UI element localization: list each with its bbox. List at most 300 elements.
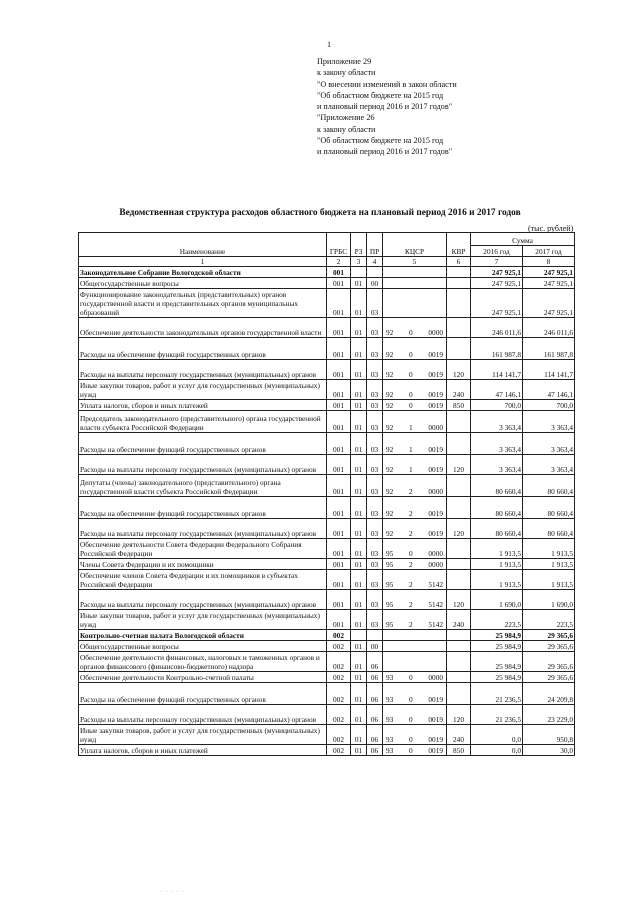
kcsr-part: 0019: [428, 746, 443, 755]
row-pr: 03: [367, 318, 383, 338]
row-kcsr: [383, 360, 447, 380]
row-sum-2016: 223,5: [471, 610, 523, 630]
row-sum-2016: 21 236,5: [471, 705, 523, 725]
row-kvr: [447, 672, 471, 683]
row-sum-2017: 247 925,1: [523, 278, 575, 289]
kcsr-part: 0: [409, 401, 413, 410]
row-grbs: 002: [327, 630, 351, 641]
table-row: [79, 630, 575, 641]
table-row: [79, 590, 575, 610]
kcsr-part: 0000: [428, 673, 443, 682]
kcsr-part: 0: [409, 390, 413, 399]
row-name: Расходы на обеспечение функций государственных органов: [79, 433, 327, 455]
table-row: [79, 400, 575, 411]
row-sum-2016: 247 925,1: [471, 267, 523, 278]
col-number: 4: [367, 257, 383, 267]
row-sum-2017: 223,5: [523, 610, 575, 630]
row-pr: 03: [367, 610, 383, 630]
table-row: [79, 267, 575, 278]
row-kcsr: [383, 610, 447, 630]
kcsr-part: 95: [386, 620, 394, 629]
row-sum-2017: 80 660,4: [523, 497, 575, 519]
table-row: [79, 380, 575, 400]
table-row: [79, 289, 575, 318]
kcsr-part: 92: [386, 445, 394, 454]
row-grbs: 002: [327, 725, 351, 745]
row-grbs: 001: [327, 539, 351, 559]
kcsr-part: 92: [386, 350, 394, 359]
kcsr-part: 92: [386, 465, 394, 474]
table-row: [79, 278, 575, 289]
row-kcsr: [383, 630, 447, 641]
kcsr-part: 95: [386, 600, 394, 609]
row-name: Члены Совета Федерации и их помощники: [79, 559, 327, 570]
row-grbs: 001: [327, 475, 351, 497]
row-grbs: 001: [327, 289, 351, 318]
row-pr: 06: [367, 672, 383, 683]
row-sum-2016: 161 987,8: [471, 338, 523, 360]
row-name: Функционирование законодательных (представительных) органов государственной власти и представительных органов муниципальных образований: [79, 289, 327, 318]
row-sum-2017: 29 365,6: [523, 652, 575, 672]
kcsr-part: 5142: [428, 620, 443, 629]
row-grbs: 001: [327, 318, 351, 338]
row-kcsr: [383, 318, 447, 338]
row-pr: 03: [367, 497, 383, 519]
row-sum-2017: 950,8: [523, 725, 575, 745]
row-name: Расходы на выплаты персоналу государственных (муниципальных) органов: [79, 705, 327, 725]
row-kcsr: [383, 455, 447, 475]
row-sum-2016: 1 913,5: [471, 570, 523, 590]
row-kvr: [447, 559, 471, 570]
kcsr-part: 2: [409, 580, 413, 589]
table-row: [79, 519, 575, 539]
row-rz: 01: [351, 497, 367, 519]
kcsr-part: 0: [409, 370, 413, 379]
row-name: Иные закупки товаров, работ и услуг для государственных (муниципальных) нужд: [79, 610, 327, 630]
table-row: [79, 559, 575, 570]
row-kcsr: [383, 539, 447, 559]
row-kcsr: [383, 705, 447, 725]
row-kvr: [447, 641, 471, 652]
row-sum-2016: 25 984,9: [471, 672, 523, 683]
kcsr-part: 0000: [428, 328, 443, 337]
col-number: 8: [523, 257, 575, 267]
table-row: [79, 641, 575, 652]
kcsr-part: 0: [409, 735, 413, 744]
row-sum-2017: 1 913,5: [523, 559, 575, 570]
row-kvr: [447, 289, 471, 318]
annex-line: и плановый период 2016 и 2017 годов": [317, 147, 453, 157]
row-pr: 03: [367, 380, 383, 400]
kcsr-part: 0: [409, 673, 413, 682]
row-kcsr: [383, 475, 447, 497]
col-number: 2: [327, 257, 351, 267]
row-sum-2017: 700,0: [523, 400, 575, 411]
row-name: Уплата налогов, сборов и иных платежей: [79, 745, 327, 756]
kcsr-part: 2: [409, 600, 413, 609]
row-pr: 03: [367, 539, 383, 559]
row-grbs: 001: [327, 570, 351, 590]
kcsr-part: 93: [386, 735, 394, 744]
annex-line: к закону области: [317, 68, 376, 78]
row-name: Общегосударственные вопросы: [79, 278, 327, 289]
row-name: Законодательное Собрание Вологодской области: [79, 267, 327, 278]
table-row: [79, 433, 575, 455]
row-kvr: [447, 683, 471, 705]
kcsr-part: 0019: [428, 465, 443, 474]
kcsr-part: 93: [386, 746, 394, 755]
row-pr: 03: [367, 590, 383, 610]
kcsr-part: 92: [386, 370, 394, 379]
row-kvr: 240: [447, 610, 471, 630]
row-pr: 03: [367, 411, 383, 433]
kcsr-part: 92: [386, 529, 394, 538]
row-name: Расходы на обеспечение функций государственных органов: [79, 683, 327, 705]
table-row: [79, 745, 575, 756]
row-rz: 01: [351, 475, 367, 497]
table-row: [79, 360, 575, 380]
row-rz: 01: [351, 338, 367, 360]
row-grbs: 001: [327, 267, 351, 278]
kcsr-part: 0019: [428, 695, 443, 704]
row-grbs: 001: [327, 455, 351, 475]
kcsr-part: 92: [386, 509, 394, 518]
table-row: [79, 672, 575, 683]
row-sum-2017: 161 987,8: [523, 338, 575, 360]
kcsr-part: 0019: [428, 529, 443, 538]
row-pr: 03: [367, 289, 383, 318]
row-rz: 01: [351, 559, 367, 570]
kcsr-part: 0000: [428, 487, 443, 496]
row-sum-2017: 29 365,6: [523, 641, 575, 652]
row-sum-2017: 23 229,0: [523, 705, 575, 725]
row-sum-2016: 3 363,4: [471, 455, 523, 475]
table-row: [79, 652, 575, 672]
kcsr-part: 92: [386, 390, 394, 399]
document-title: Ведомственная структура расходов областного бюджета на плановый период 2016 и 2017 годов: [119, 208, 521, 218]
row-grbs: 001: [327, 433, 351, 455]
row-name: Депутаты (члены) законодательного (представительного) органа государственной власти субъекта Российской Федерации: [79, 475, 327, 497]
col-number: 3: [351, 257, 367, 267]
row-sum-2016: 247 925,1: [471, 278, 523, 289]
kcsr-part: 0019: [428, 401, 443, 410]
row-grbs: 001: [327, 519, 351, 539]
row-sum-2017: 3 363,4: [523, 411, 575, 433]
row-pr: 06: [367, 745, 383, 756]
table-body: [79, 267, 575, 756]
row-kcsr: [383, 745, 447, 756]
row-kvr: [447, 338, 471, 360]
row-kvr: [447, 278, 471, 289]
kcsr-part: 2: [409, 560, 413, 569]
row-sum-2016: 247 925,1: [471, 289, 523, 318]
scan-mark: · · · · ·: [160, 889, 185, 895]
row-pr: 03: [367, 559, 383, 570]
row-grbs: 002: [327, 745, 351, 756]
row-name: Уплата налогов, сборов и иных платежей: [79, 400, 327, 411]
row-kvr: 120: [447, 360, 471, 380]
row-kvr: [447, 652, 471, 672]
row-sum-2016: 25 984,9: [471, 652, 523, 672]
row-rz: 01: [351, 380, 367, 400]
header-year-2016: 2016 год: [471, 246, 523, 257]
row-kvr: [447, 267, 471, 278]
row-grbs: 001: [327, 559, 351, 570]
row-kvr: 240: [447, 725, 471, 745]
row-rz: 01: [351, 610, 367, 630]
kcsr-part: 1: [409, 423, 413, 432]
row-kvr: [447, 630, 471, 641]
table-row: [79, 318, 575, 338]
annex-line: и плановый период 2016 и 2017 годов": [317, 102, 453, 112]
kcsr-part: 0: [409, 746, 413, 755]
annex-block: [317, 56, 457, 158]
row-rz: 01: [351, 455, 367, 475]
row-sum-2017: 114 141,7: [523, 360, 575, 380]
row-sum-2016: 80 660,4: [471, 519, 523, 539]
row-sum-2016: 21 236,5: [471, 683, 523, 705]
row-pr: 03: [367, 360, 383, 380]
row-name: Расходы на выплаты персоналу государственных (муниципальных) органов: [79, 590, 327, 610]
kcsr-part: 0019: [428, 735, 443, 744]
header-rz: РЗ: [351, 233, 367, 257]
row-rz: 01: [351, 745, 367, 756]
kcsr-part: 92: [386, 401, 394, 410]
kcsr-part: 95: [386, 580, 394, 589]
kcsr-part: 95: [386, 560, 394, 569]
row-sum-2016: 3 363,4: [471, 411, 523, 433]
row-name: Обеспечение деятельности финансовых, налоговых и таможенных органов и органов финансового (финансово-бюджетного) надзора: [79, 652, 327, 672]
units-label: (тыс. рублей): [528, 224, 574, 233]
row-pr: 03: [367, 433, 383, 455]
kcsr-part: 0019: [428, 715, 443, 724]
row-sum-2017: 3 363,4: [523, 433, 575, 455]
table-row: [79, 570, 575, 590]
row-pr: 06: [367, 705, 383, 725]
kcsr-part: 95: [386, 549, 394, 558]
kcsr-part: 1: [409, 465, 413, 474]
row-pr: 00: [367, 641, 383, 652]
row-sum-2016: 0,0: [471, 745, 523, 756]
col-number: 5: [383, 257, 447, 267]
row-kcsr: [383, 380, 447, 400]
table-row: [79, 338, 575, 360]
row-sum-2016: 25 984,9: [471, 641, 523, 652]
row-sum-2016: 1 690,0: [471, 590, 523, 610]
row-sum-2017: 80 660,4: [523, 475, 575, 497]
col-number: 6: [447, 257, 471, 267]
kcsr-part: 0: [409, 350, 413, 359]
row-kvr: [447, 475, 471, 497]
row-sum-2016: 114 141,7: [471, 360, 523, 380]
row-kvr: [447, 318, 471, 338]
kcsr-part: 92: [386, 328, 394, 337]
row-sum-2017: 30,0: [523, 745, 575, 756]
row-name: Расходы на выплаты персоналу государственных (муниципальных) органов: [79, 455, 327, 475]
table-row: [79, 455, 575, 475]
row-sum-2017: 47 146,1: [523, 380, 575, 400]
row-rz: 01: [351, 318, 367, 338]
table-row: [79, 539, 575, 559]
page-number: 1: [327, 40, 331, 49]
kcsr-part: 0019: [428, 370, 443, 379]
row-kvr: 240: [447, 380, 471, 400]
row-kcsr: [383, 683, 447, 705]
kcsr-part: 93: [386, 715, 394, 724]
kcsr-part: 0019: [428, 350, 443, 359]
row-sum-2016: 700,0: [471, 400, 523, 411]
row-kcsr: [383, 519, 447, 539]
kcsr-part: 0000: [428, 549, 443, 558]
row-sum-2017: 29 365,6: [523, 672, 575, 683]
row-kvr: 120: [447, 590, 471, 610]
row-grbs: 001: [327, 610, 351, 630]
annex-line: "О внесении изменений в закон области: [317, 79, 457, 89]
row-grbs: 001: [327, 411, 351, 433]
row-grbs: 001: [327, 590, 351, 610]
row-kcsr: [383, 433, 447, 455]
row-kvr: [447, 570, 471, 590]
row-sum-2017: 246 011,6: [523, 318, 575, 338]
row-sum-2017: 1 913,5: [523, 570, 575, 590]
row-rz: 01: [351, 705, 367, 725]
row-grbs: 001: [327, 338, 351, 360]
row-rz: 01: [351, 278, 367, 289]
kcsr-part: 0019: [428, 390, 443, 399]
kcsr-part: 5142: [428, 600, 443, 609]
kcsr-part: 0: [409, 328, 413, 337]
row-sum-2017: 247 925,1: [523, 267, 575, 278]
row-name: Обеспечение деятельности Контрольно-счетной палаты: [79, 672, 327, 683]
kcsr-part: 0019: [428, 509, 443, 518]
row-sum-2016: 47 146,1: [471, 380, 523, 400]
row-kcsr: [383, 267, 447, 278]
row-sum-2016: 1 913,5: [471, 559, 523, 570]
row-sum-2016: 246 011,6: [471, 318, 523, 338]
row-grbs: 002: [327, 672, 351, 683]
table-row: [79, 475, 575, 497]
kcsr-part: 2: [409, 487, 413, 496]
row-rz: 01: [351, 652, 367, 672]
row-rz: 01: [351, 400, 367, 411]
table-row: [79, 705, 575, 725]
row-name: Иные закупки товаров, работ и услуг для государственных (муниципальных) нужд: [79, 725, 327, 745]
annex-line: "Об областном бюджете на 2015 год: [317, 136, 444, 146]
row-name: Расходы на обеспечение функций государственных органов: [79, 338, 327, 360]
row-grbs: 002: [327, 652, 351, 672]
row-sum-2017: 1 690,0: [523, 590, 575, 610]
row-name: Контрольно-счетная палата Вологодской области: [79, 630, 327, 641]
row-kvr: [447, 497, 471, 519]
row-kvr: 120: [447, 455, 471, 475]
kcsr-part: 1: [409, 445, 413, 454]
row-kcsr: [383, 641, 447, 652]
kcsr-part: 92: [386, 487, 394, 496]
row-grbs: 002: [327, 683, 351, 705]
header-sum: Сумма: [471, 233, 575, 246]
kcsr-part: 92: [386, 423, 394, 432]
row-rz: 01: [351, 289, 367, 318]
row-rz: 01: [351, 570, 367, 590]
annex-line: Приложение 29: [317, 57, 372, 66]
row-name: Расходы на выплаты персоналу государственных (муниципальных) органов: [79, 519, 327, 539]
kcsr-part: 5142: [428, 580, 443, 589]
row-pr: 03: [367, 519, 383, 539]
row-kvr: 850: [447, 745, 471, 756]
row-rz: 01: [351, 683, 367, 705]
row-kcsr: [383, 497, 447, 519]
row-name: Иные закупки товаров, работ и услуг для государственных (муниципальных) нужд: [79, 380, 327, 400]
row-rz: 01: [351, 519, 367, 539]
kcsr-part: 2: [409, 529, 413, 538]
row-kcsr: [383, 590, 447, 610]
kcsr-part: 0019: [428, 445, 443, 454]
row-sum-2016: 25 984,9: [471, 630, 523, 641]
kcsr-part: 2: [409, 620, 413, 629]
row-name: Расходы на обеспечение функций государственных органов: [79, 497, 327, 519]
row-rz: 01: [351, 360, 367, 380]
header-pr: ПР: [367, 233, 383, 257]
row-grbs: 001: [327, 380, 351, 400]
col-number: 7: [471, 257, 523, 267]
table-row: [79, 725, 575, 745]
row-kvr: 850: [447, 400, 471, 411]
table-row: [79, 610, 575, 630]
row-pr: 06: [367, 652, 383, 672]
row-kcsr: [383, 652, 447, 672]
table-row: [79, 497, 575, 519]
row-rz: [351, 267, 367, 278]
row-sum-2016: 3 363,4: [471, 433, 523, 455]
header-year-2017: 2017 год: [523, 246, 575, 257]
kcsr-part: 0: [409, 695, 413, 704]
kcsr-part: 0000: [428, 560, 443, 569]
row-grbs: 002: [327, 705, 351, 725]
kcsr-part: 0: [409, 715, 413, 724]
row-name: Обеспечение деятельности Совета Федерации Федерального Собрания Российской Федерации: [79, 539, 327, 559]
row-rz: [351, 630, 367, 641]
row-kcsr: [383, 400, 447, 411]
row-grbs: 002: [327, 641, 351, 652]
row-kvr: 120: [447, 705, 471, 725]
kcsr-part: 93: [386, 673, 394, 682]
row-rz: 01: [351, 411, 367, 433]
kcsr-part: 0: [409, 549, 413, 558]
row-kcsr: [383, 570, 447, 590]
row-kcsr: [383, 672, 447, 683]
row-kvr: [447, 411, 471, 433]
table-row: [79, 411, 575, 433]
row-name: Общегосударственные вопросы: [79, 641, 327, 652]
header-kvr: КВР: [447, 233, 471, 257]
row-sum-2016: 0,0: [471, 725, 523, 745]
kcsr-part: 2: [409, 509, 413, 518]
row-rz: 01: [351, 641, 367, 652]
row-pr: 06: [367, 725, 383, 745]
annex-line: "Об областном бюджете на 2015 год: [317, 90, 444, 100]
row-pr: 03: [367, 475, 383, 497]
row-name: Обеспечение членов Совета Федерации и их помощников в субъектах Российской Федерации: [79, 570, 327, 590]
row-rz: 01: [351, 590, 367, 610]
row-sum-2017: 1 913,5: [523, 539, 575, 559]
row-name: Председатель законодательного (представительного) органа государственной власти субъекта Российской Федерации: [79, 411, 327, 433]
row-sum-2017: 80 660,4: [523, 519, 575, 539]
row-pr: [367, 267, 383, 278]
row-sum-2016: 80 660,4: [471, 497, 523, 519]
row-kcsr: [383, 338, 447, 360]
row-sum-2016: 1 913,5: [471, 539, 523, 559]
row-kcsr: [383, 559, 447, 570]
